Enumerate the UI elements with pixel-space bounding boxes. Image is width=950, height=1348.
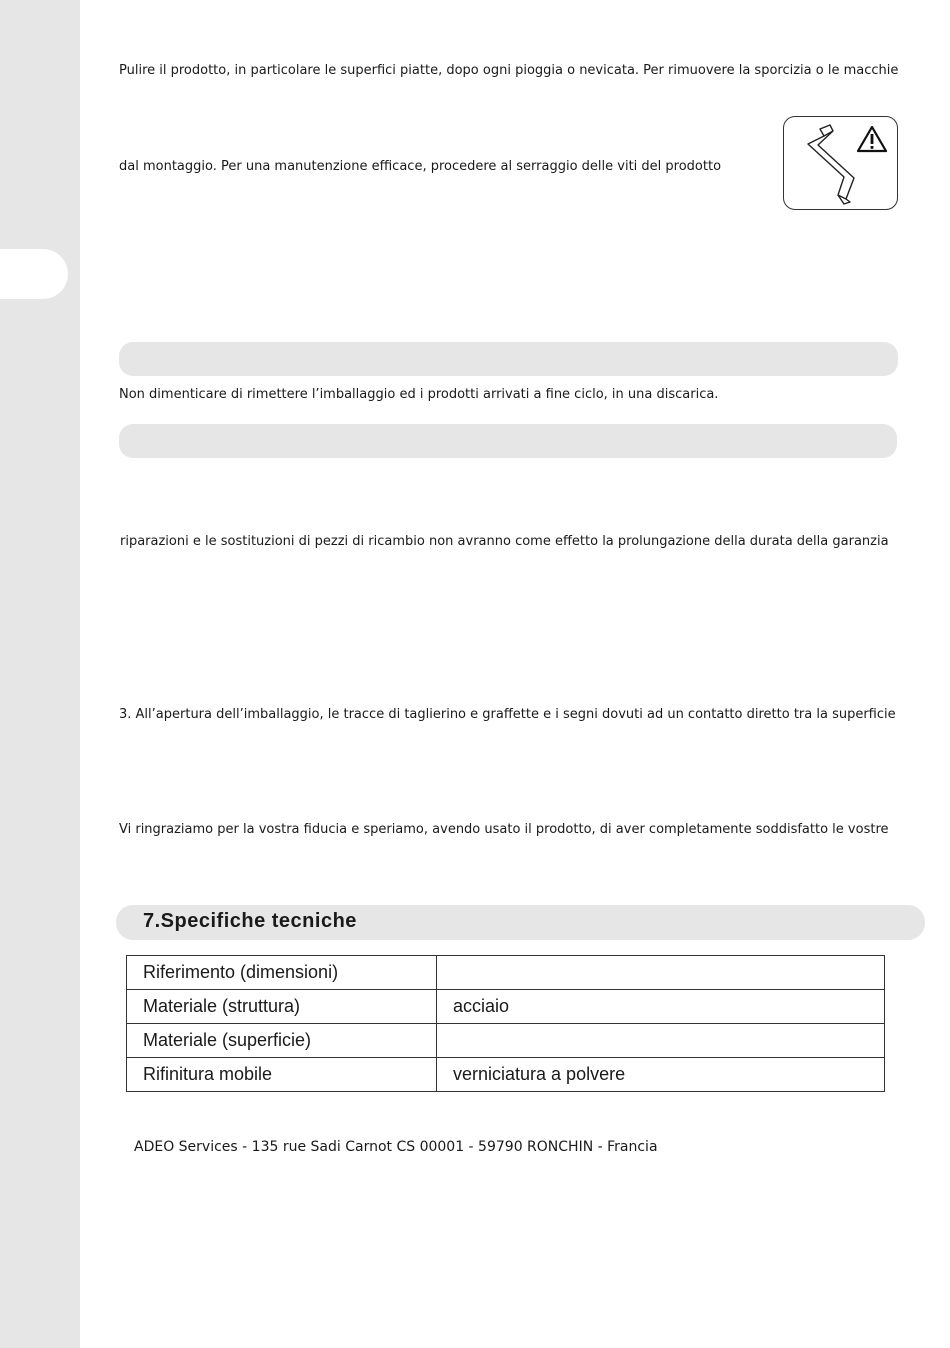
- table-row: [127, 1024, 885, 1058]
- allen-key-warning-box: [783, 116, 898, 210]
- disposal-text: Non dimenticare di rimettere l’imballaggio ed i prodotti arrivati a fine ciclo, in una discarica.: [119, 387, 719, 402]
- page-tab-marker: [0, 249, 68, 299]
- specs-table: [126, 955, 885, 1092]
- section-band: [119, 342, 898, 376]
- warning-triangle-icon: [856, 125, 888, 153]
- spec-value: [437, 956, 885, 990]
- section-title: 7.Specifiche tecniche: [143, 910, 357, 932]
- spec-label: Riferimento (dimensioni): [127, 956, 437, 990]
- spec-label: Rifinitura mobile: [127, 1058, 437, 1092]
- cleaning-text: Pulire il prodotto, in particolare le superfici piatte, dopo ogni pioggia o nevicata. Per rimuovere la sporcizia o le macchie: [119, 63, 899, 78]
- spec-label: Materiale (superficie): [127, 1024, 437, 1058]
- page-margin-band: [0, 0, 80, 1348]
- spec-value: verniciatura a polvere: [437, 1058, 885, 1092]
- spec-value: [437, 1024, 885, 1058]
- table-row: [127, 1058, 885, 1092]
- table-row: [127, 956, 885, 990]
- table-row: [127, 990, 885, 1024]
- spec-value: acciaio: [437, 990, 885, 1024]
- thanks-text: Vi ringraziamo per la vostra fiducia e speriamo, avendo usato il prodotto, di aver completamente soddisfatto le vostre: [119, 822, 889, 837]
- list-item-3-text: 3. All’apertura dell’imballaggio, le tracce di taglierino e graffette e i segni dovuti ad un contatto diretto tra la superficie: [119, 707, 896, 722]
- warranty-text: riparazioni e le sostituzioni di pezzi di ricambio non avranno come effetto la prolungazione della durata della garanzia: [120, 534, 889, 549]
- maintenance-text: dal montaggio. Per una manutenzione efficace, procedere al serraggio delle viti del prodotto: [119, 159, 722, 174]
- spec-label: Materiale (struttura): [127, 990, 437, 1024]
- footer-address: ADEO Services - 135 rue Sadi Carnot CS 00001 - 59790 RONCHIN - Francia: [134, 1139, 658, 1155]
- section-band: [119, 424, 897, 458]
